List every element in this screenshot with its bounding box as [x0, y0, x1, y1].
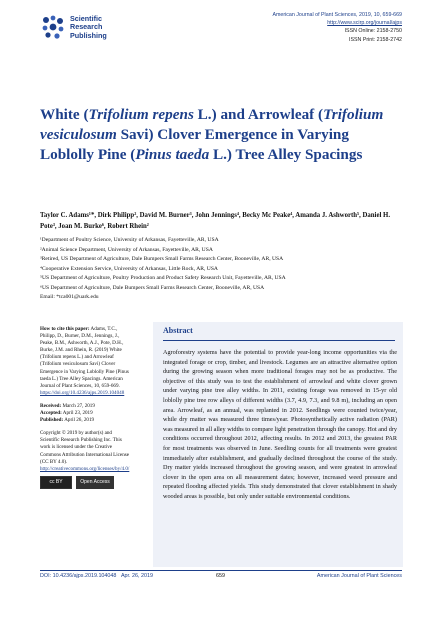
affiliation-item: ²Animal Science Department, University of Arkansas, Fayetteville, AR, USA: [40, 246, 213, 253]
contact-email[interactable]: Email: *tca001@uark.edu: [40, 294, 99, 300]
abstract-text: Agroforestry systems have the potential to provide year-long income opportunities via the integrated forage or crop, timber, and livestock. Legumes are an attractive alternative option during the growing season when more traditional forages may not be as productive. The objective of this study was to test the establishment of arrowleaf and white clover grown under varying pine tree alley widths. In 2011, existing forage was removed in 15-yr old loblolly pine tree row alleys of different widths (3.7, 4.9, 7.3, and 9.8 m), including an open area. Arrowleaf, as an annual, was replanted in 2012. Seedlings were counted twice/year, while dry matter was measured three times/year. Photosynthetically active radiation (PAR) was measured in all alley widths to compare light penetration through the canopy. Hot and dry conditions occurred throughout 2012, affecting results. In 2012 and 2013, the greatest PAR for most treatments was observed in June. Seedling counts for all treatments were greatest immediately after establishment, and gradually declined throughout the course of the study. Dry matter yields increased throughout the growing season, and were greatest in arrowleaf clover in the open area on all measurement dates; however, increased weed pressure and repeated flooding affected yields. This study demonstrated that clover establishment in shady wooded areas is possible, but only under suitable environmental conditions.: [163, 349, 397, 500]
open-access-badge: Open Access: [76, 476, 114, 489]
publisher-line-1: Scientific: [70, 14, 102, 23]
citation-label: How to cite this paper:: [40, 326, 90, 332]
issn-online: ISSN Online: 2158-2750: [344, 28, 402, 35]
affiliations: [40, 236, 402, 303]
journal-url-link[interactable]: http://www.scirp.org/journal/ajps: [327, 20, 402, 27]
citation-text: Adams, T.C., Philipp, D., Burner, D.M., Jennings, J., Peake, B.M., Ashworth, A.J., Pote, D.H., Burke, J.M. and Rhein, R. (2019) White (Trifolium repens L.) and Arrowleaf (Trifolium vesiculosum Savi) Clover Emergence in Varying Loblolly Pine (Pinus taeda L.) Tree Alley Spacings. American Journal of Plant Sciences, 10, 659-669.: [40, 326, 129, 389]
license-badges: [40, 476, 132, 489]
publisher-logo-icon: [40, 14, 66, 40]
affiliation-item: ⁵US Department of Agriculture, Poultry Production and Product Safety Research Unit, Fayetteville, AR, USA: [40, 275, 286, 281]
publisher-name: [70, 15, 107, 40]
footer-divider: [40, 570, 402, 571]
affiliation-item: ⁶US Department of Agriculture, Dale Bumpers Small Farms Research Center, Booneville, AR, USA: [40, 284, 265, 291]
author-list: Taylor C. Adams¹*, Dirk Philipp², David M. Burner³, John Jennings⁴, Becky Mc Peake⁴, Amanda J. Ashworth⁵, Daniel H. Pote³, Joan M. Burke⁶, Robert Rhein²: [40, 212, 391, 230]
copyright-block: [40, 430, 132, 489]
license-link[interactable]: http://creativecommons.org/licenses/by/4.0/: [40, 465, 130, 472]
footer-date: Apr. 26, 2019: [120, 573, 154, 579]
citation-block: [40, 326, 132, 397]
affiliation-item: ⁴Cooperative Extension Service, University of Arkansas, Little Rock, AR, USA: [40, 265, 218, 272]
journal-info: [272, 11, 402, 44]
footer-doi-date: [40, 573, 153, 579]
publisher-line-2: Research: [70, 22, 103, 32]
received-date: Received: March 27, 2019: [40, 402, 95, 409]
affiliation-item: ³Retired, US Department of Agriculture, Dale Bumpers Small Farms Research Center, Booneville, AR, USA: [40, 256, 284, 262]
publisher-logo: [40, 12, 130, 46]
published-date: Published: April 26, 2019: [40, 417, 95, 424]
copyright-text: Copyright © 2019 by author(s) and Scientific Research Publishing Inc. This work is licensed under the Creative Commons Attribution International License (CC BY 4.0).: [40, 430, 129, 465]
dates-block: [40, 403, 132, 424]
footer-doi[interactable]: DOI: 10.4236/ajps.2019.104048: [40, 573, 117, 579]
publisher-line-3: Publishing: [70, 30, 107, 40]
page-number: 659: [216, 573, 225, 579]
abstract-heading: Abstract: [163, 326, 193, 335]
footer-journal: American Journal of Plant Sciences: [316, 573, 402, 579]
article-sidebar: [40, 326, 132, 495]
accepted-date: Accepted: April 23, 2019: [40, 410, 93, 417]
paper-title: White (Trifolium repens L.) and Arrowleaf (Trifolium vesiculosum Savi) Clover Emergence in Varying Loblolly Pine (Pinus taeda L.) Tree Alley Spacings: [40, 106, 384, 163]
doi-link[interactable]: https://doi.org/10.4236/ajps.2019.104048: [40, 389, 125, 396]
issn-print: ISSN Print: 2158-2742: [349, 36, 402, 43]
cc-by-badge[interactable]: cc BY: [40, 476, 72, 489]
affiliation-item: ¹Department of Poultry Science, University of Arkansas, Fayetteville, AR, USA: [40, 237, 219, 243]
abstract-divider: [163, 340, 395, 341]
journal-line: American Journal of Plant Sciences, 2019, 10, 659-669: [272, 12, 402, 18]
